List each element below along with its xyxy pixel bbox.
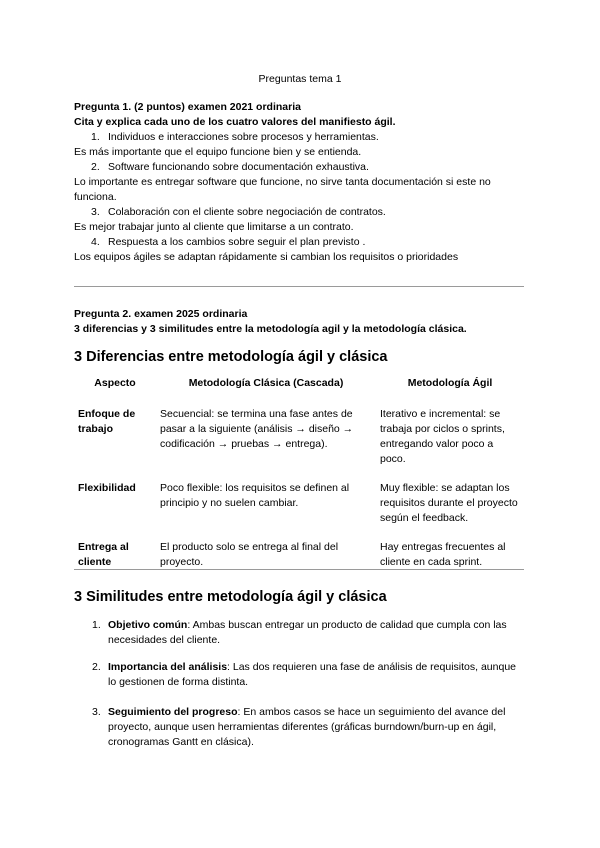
table-header-cell: Aspecto <box>94 377 136 389</box>
similarity-text: : Ambas buscan entregar un producto de calidad que cumpla con las necesidades del cliente. <box>108 619 507 646</box>
clasica-cell: Poco flexible: los requisitos se definen al principio y no suelen cambiar. <box>160 482 350 509</box>
q1-item-2-text: Software funcionando sobre documentación exhaustiva. <box>108 161 369 173</box>
table-row <box>74 401 524 475</box>
q1-item-2 <box>91 160 369 175</box>
agil-cell: Iterativo e incremental: se trabaja por ciclos o sprints, entregando valor poco a poco. <box>380 408 505 465</box>
q1-item-4-explanation: Los equipos ágiles se adaptan rápidamente si cambian los requisitos o prioridades <box>74 251 459 263</box>
similarity-text: : Las dos requieren una fase de análisis de requisitos, aunque lo gestionen de forma distinta. <box>108 661 516 688</box>
divider <box>74 569 524 570</box>
q1-item-4-text: Respuesta a los cambios sobre seguir el plan previsto . <box>108 236 366 248</box>
similarity-item <box>92 660 522 690</box>
table-row <box>74 534 524 578</box>
similarity-num: 2. <box>92 661 101 673</box>
q1-item-3-num: 3. <box>91 206 100 218</box>
similarity-text: : En ambos casos se hace un seguimiento del avance del proyecto, aunque usen herramientas diferentes (gráficas burndown/burn-up en ágil, cronogramas Gantt en clásica). <box>108 706 506 748</box>
q1-item-4-num: 4. <box>91 236 100 248</box>
q1-item-1-text: Individuos e interacciones sobre procesos y herramientas. <box>108 131 379 143</box>
similarities-title: 3 Similitudes entre metodología ágil y clásica <box>74 589 387 605</box>
divider <box>74 286 524 287</box>
clasica-cell: El producto solo se entrega al final del proyecto. <box>160 541 339 568</box>
table-header-cell: Metodología Clásica (Cascada) <box>188 377 344 389</box>
q1-item-4 <box>91 235 365 250</box>
similarity-term: Importancia del análisis <box>108 661 228 673</box>
q1-heading: Pregunta 1. (2 puntos) examen 2021 ordinaria <box>74 101 301 113</box>
q2-prompt: 3 diferencias y 3 similitudes entre la metodología agil y la metodología clásica. <box>74 323 467 335</box>
q1-item-1 <box>91 130 379 145</box>
q1-prompt: Cita y explica cada uno de los cuatro valores del manifiesto ágil. <box>74 116 396 128</box>
q1-item-3 <box>91 205 386 220</box>
clasica-cell: Secuencial: se termina una fase antes de pasar a la siguiente (análisis → diseño → codificación → pruebas → entrega). <box>160 408 354 450</box>
q2-heading: Pregunta 2. examen 2025 ordinaria <box>74 308 248 320</box>
aspect-cell: Entrega al cliente <box>78 541 129 568</box>
q1-item-3-text: Colaboración con el cliente sobre negociación de contratos. <box>108 206 386 218</box>
q1-item-2-explanation: Lo importante es entregar software que funcione, no sirve tanta documentación si este no <box>74 176 491 188</box>
page-title: Preguntas tema 1 <box>258 73 342 85</box>
q1-item-2-num: 2. <box>91 161 100 173</box>
similarity-num: 1. <box>92 619 101 631</box>
table-row <box>74 475 524 534</box>
agil-cell: Muy flexible: se adaptan los requisitos durante el proyecto según el feedback. <box>380 482 518 524</box>
aspect-cell: Enfoque de trabajo <box>78 408 136 435</box>
similarity-num: 3. <box>92 706 101 718</box>
similarity-item <box>92 705 522 750</box>
table-header-cell: Metodología Ágil <box>407 377 493 389</box>
agil-cell: Hay entregas frecuentes al cliente en cada sprint. <box>380 541 506 568</box>
differences-title: 3 Diferencias entre metodología ágil y clásica <box>74 349 388 365</box>
q1-item-3-explanation: Es mejor trabajar junto al cliente que limitarse a un contrato. <box>74 221 354 233</box>
comparison-table <box>74 372 524 578</box>
table-header-row <box>74 372 524 401</box>
similarity-item <box>92 618 522 648</box>
aspect-cell: Flexibilidad <box>78 482 136 494</box>
q1-item-2-explanation-cont: funciona. <box>74 191 117 203</box>
similarity-term: Seguimiento del progreso <box>108 706 238 718</box>
q1-item-1-num: 1. <box>91 131 100 143</box>
similarity-term: Objetivo común <box>108 619 188 631</box>
q1-item-1-explanation: Es más importante que el equipo funcione bien y se entienda. <box>74 146 362 158</box>
